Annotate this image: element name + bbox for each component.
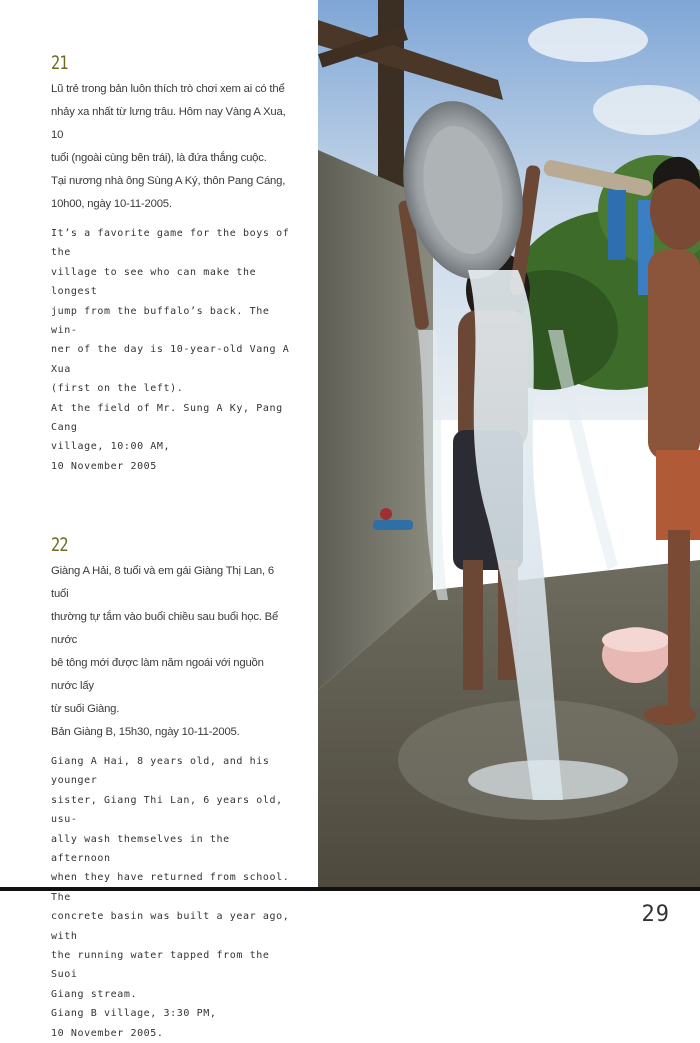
bottom-rule: [0, 887, 700, 891]
water-tap: [373, 520, 413, 530]
caption-number: 22: [51, 534, 68, 556]
caption-vietnamese: Lũ trẻ trong bản luôn thích trò chơi xem ai có thể nhảy xa nhất từ lưng trâu. Hôm nay Vàng A Xua, 10 tuổi (ngoài cùng bên trái), là đứa thắng cuộc. Tại nương nhà ông Sùng A Ký, thôn Pang Cáng, 10h00, ngày 10-11-2005.: [51, 83, 286, 210]
caption-entry-22: [51, 534, 291, 1043]
caption-entry-21: [51, 52, 291, 476]
caption-english: It’s a favorite game for the boys of the village to see who can make the longest jump from the buffalo’s back. The win- ner of the day is 10-year-old Vang A Xua (first on the left). At the field of Mr. Sung A Ky, Pang Cang village, 10:00 AM, 10 November 2005: [51, 228, 290, 472]
caption-column: [0, 0, 318, 1039]
caption-number: 21: [51, 52, 68, 74]
photo-children-bathing: [318, 0, 700, 888]
page-number: 29: [641, 902, 670, 927]
caption-vietnamese: Giàng A Hải, 8 tuổi và em gái Giàng Thị Lan, 6 tuổi thường tự tắm vào buổi chiều sau buổi học. Bể nước bê tông mới được làm năm ngoái với nguồn nước lấy từ suối Giàng. Bản Giàng B, 15h30, ngày 10-11-2005.: [51, 565, 279, 738]
caption-english: Giang A Hai, 8 years old, and his younger sister, Giang Thi Lan, 6 years old, usu- ally wash themselves in the afternoon when they have returned from school. The concrete basin was built a year ago, with the running water tapped from the Suoi Giang stream. Giang B village, 3:30 PM, 10 November 2005.: [51, 756, 290, 1039]
photo-illustration: [318, 0, 700, 888]
